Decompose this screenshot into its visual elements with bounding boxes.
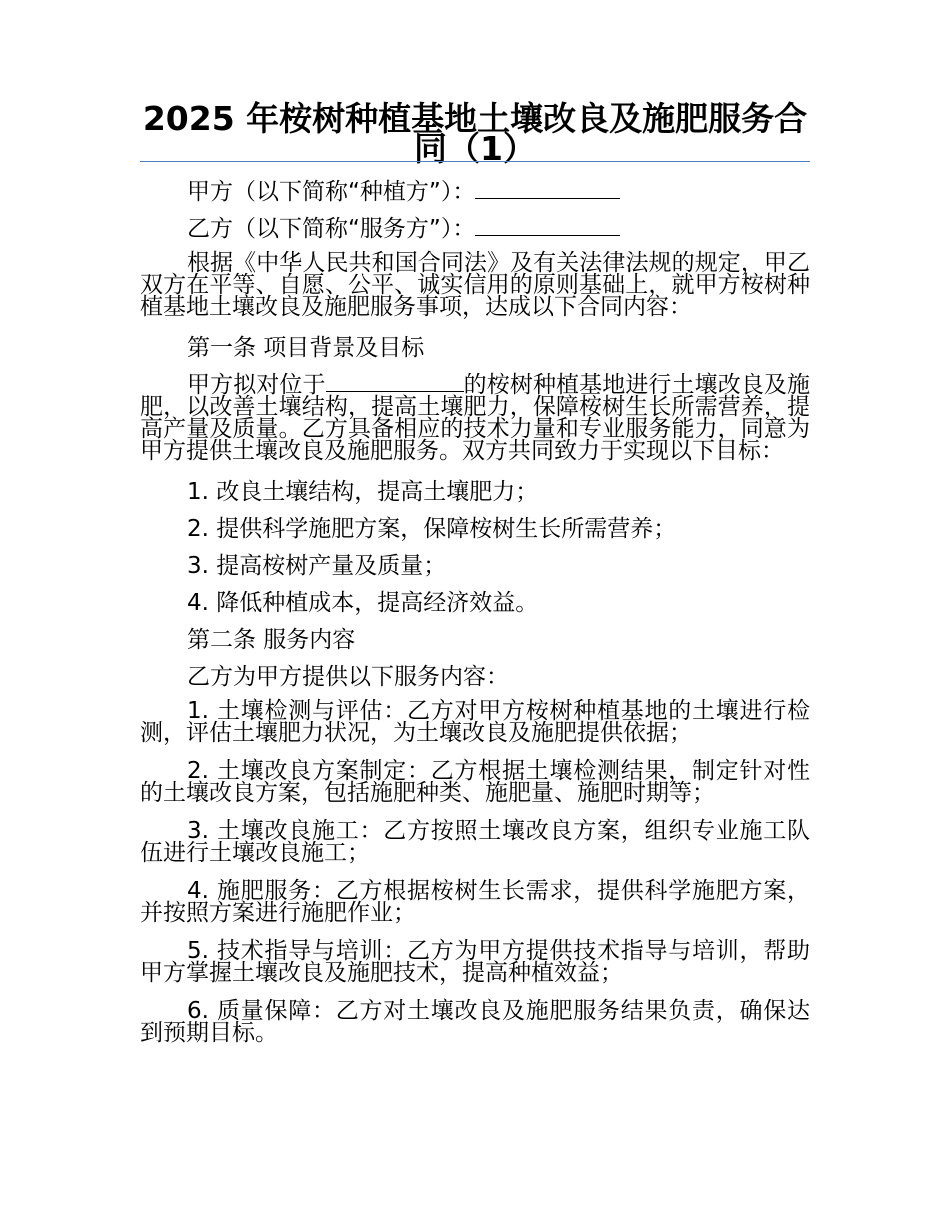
party-a-blank bbox=[475, 178, 620, 199]
title-underline bbox=[140, 161, 810, 162]
article2-heading: 第二条 服务内容 bbox=[187, 627, 356, 653]
party-a-line bbox=[140, 178, 810, 206]
preamble-paragraph: 根据《中华人民共和国合同法》及有关法律法规的规定，甲乙双方在平等、自愿、公平、诚实信用的原则基础上，就甲方桉树种植基地土壤改良及施肥服务事项，达成以下合同内容： bbox=[140, 250, 810, 320]
service-item: 4. 施肥服务：乙方根据桉树生长需求，提供科学施肥方案，并按照方案进行施肥作业； bbox=[140, 878, 810, 926]
party-b-label: 乙方（以下简称“服务方”）： bbox=[187, 216, 476, 242]
article1-heading: 第一条 项目背景及目标 bbox=[187, 335, 425, 361]
document-body bbox=[140, 178, 810, 1060]
goal-item: 2. 提供科学施肥方案，保障桉树生长所需营养； bbox=[187, 516, 677, 542]
service-item: 1. 土壤检测与评估：乙方对甲方桉树种植基地的土壤进行检测，评估土壤肥力状况，为土壤改良及施肥提供依据； bbox=[140, 698, 810, 746]
article1-intro-before: 甲方拟对位于 bbox=[187, 372, 326, 398]
goal-item: 4. 降低种植成本，提高经济效益。 bbox=[187, 590, 539, 616]
goal-item: 3. 提高桉树产量及质量； bbox=[187, 553, 447, 579]
service-item: 2. 土壤改良方案制定：乙方根据土壤检测结果，制定针对性的土壤改良方案，包括施肥种类、施肥量、施肥时期等； bbox=[140, 758, 810, 806]
document-title: 2025 年桉树种植基地土壤改良及施肥服务合同（1） bbox=[142, 99, 808, 168]
article1-intro-after: 的桉树种植基地进行土壤改良及施肥，以改善土壤结构，提高土壤肥力，保障桉树生长所需营养，提高产量及质量。乙方具备相应的技术力量和专业服务能力，同意为甲方提供土壤改良及施肥服务。双方共同致力于实现以下目标： bbox=[140, 372, 811, 464]
location-blank bbox=[326, 371, 464, 392]
service-item: 6. 质量保障：乙方对土壤改良及施肥服务结果负责，确保达到预期目标。 bbox=[140, 998, 810, 1046]
service-item: 3. 土壤改良施工：乙方按照土壤改良方案，组织专业施工队伍进行土壤改良施工； bbox=[140, 818, 810, 866]
goal-item: 1. 改良土壤结构，提高土壤肥力； bbox=[187, 479, 539, 505]
service-item: 5. 技术指导与培训：乙方为甲方提供技术指导与培训，帮助甲方掌握土壤改良及施肥技术，提高种植效益； bbox=[140, 938, 810, 986]
party-b-blank bbox=[475, 215, 620, 236]
article1-intro bbox=[140, 371, 810, 462]
party-a-label: 甲方（以下简称“种植方”）： bbox=[187, 179, 476, 205]
party-b-line bbox=[140, 215, 810, 243]
article2-intro: 乙方为甲方提供以下服务内容： bbox=[187, 664, 509, 690]
